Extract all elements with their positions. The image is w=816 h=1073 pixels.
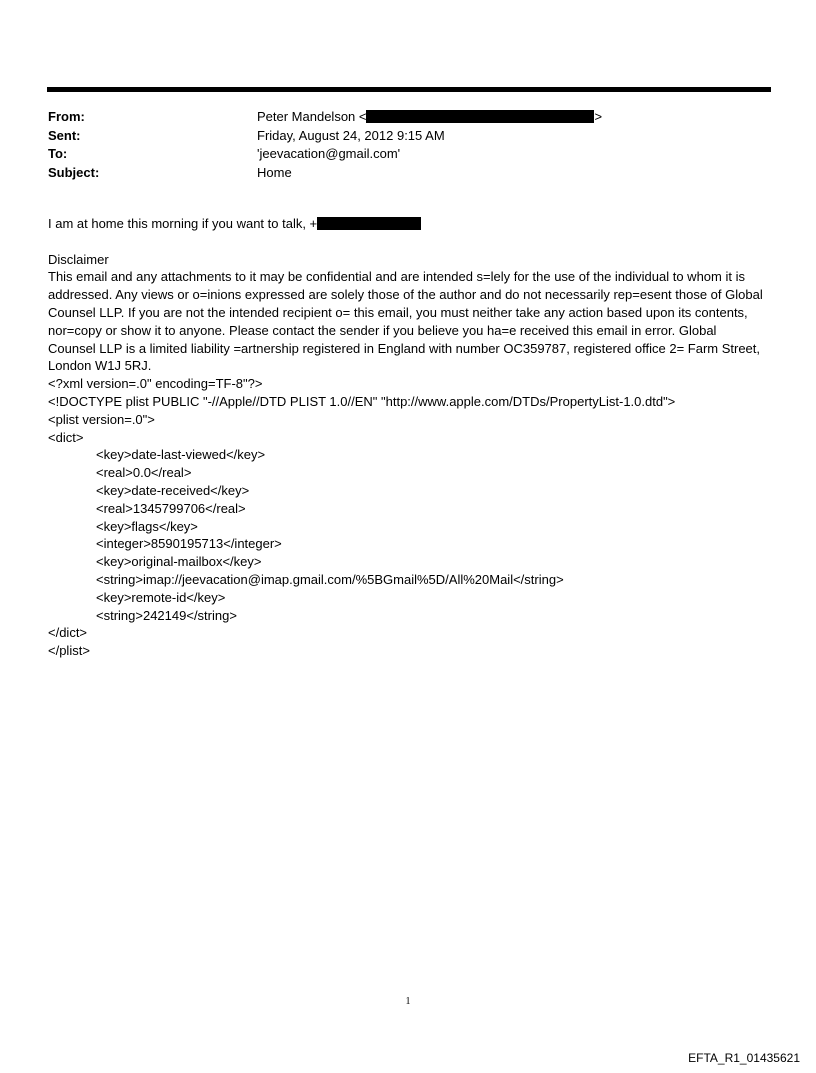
sent-value: Friday, August 24, 2012 9:15 AM <box>257 127 445 143</box>
dict-line: <real>1345799706</real> <box>96 500 246 516</box>
disclaimer-title: Disclaimer <box>48 251 109 267</box>
sent-row <box>48 127 768 146</box>
redaction-bar <box>317 217 421 230</box>
message-line <box>48 215 768 233</box>
from-name: Peter Mandelson < <box>257 109 367 124</box>
dict-open: <dict> <box>48 429 84 445</box>
from-row <box>48 108 768 127</box>
to-label: To: <box>48 146 68 161</box>
message-text: I am at home this morning if you want to talk, + <box>48 216 318 231</box>
document-id: EFTA_R1_01435621 <box>688 1051 800 1065</box>
dict-line: <string>imap://jeevacation@imap.gmail.com/%5BGmail%5D/All%20Mail</string> <box>96 571 564 587</box>
plist-close: </plist> <box>48 643 90 659</box>
from-label: From: <box>48 109 85 124</box>
dict-line: <key>flags</key> <box>96 518 198 534</box>
dict-line: <key>original-mailbox</key> <box>96 554 262 570</box>
email-header <box>48 108 768 182</box>
subject-label: Subject: <box>48 164 100 180</box>
page-number: 1 <box>405 996 411 1007</box>
redaction-bar <box>366 110 594 123</box>
dict-line: <real>0.0</real> <box>96 465 192 481</box>
dict-line: <key>date-last-viewed</key> <box>96 447 266 463</box>
subject-value: Home <box>257 164 292 180</box>
dict-line: <key>date-received</key> <box>96 482 250 498</box>
to-value: 'jeevacation@gmail.com' <box>257 146 401 161</box>
plist-open: <plist version=.0"> <box>48 411 155 427</box>
header-rule <box>47 87 771 92</box>
xml-declaration: <?xml version=.0" encoding=TF-8"?> <box>48 376 263 392</box>
from-close: > <box>594 109 603 124</box>
to-row <box>48 145 768 164</box>
dict-line: <string>242149</string> <box>96 607 237 623</box>
disclaimer-text: This email and any attachments to it may be confidential and are intended s=lely for the use of the individual to whom it is addressed. Any views or o=inions expressed are solely those of the author and do not necessarily rep=esent those of Global Counsel LLP. If you are not the intended recipient o= this email, you must neither take any action based upon its contents, nor=copy or show it to anyone. Please contact the sender if you believe you ha=e received this email in error. Global Counsel LLP is a limited liability =artnership registered in England with number OC359787, registered office 2= Farm Street, London W1J 5RJ. <box>48 269 763 374</box>
subject-row <box>48 164 768 183</box>
dict-line: <integer>8590195713</integer> <box>96 536 282 552</box>
dict-close: </dict> <box>48 625 88 641</box>
doctype-line: <!DOCTYPE plist PUBLIC "-//Apple//DTD PLIST 1.0//EN" "http://www.apple.com/DTDs/PropertyList-1.0.dtd"> <box>48 393 676 409</box>
email-body <box>48 215 768 660</box>
dict-line: <key>remote-id</key> <box>96 589 226 605</box>
from-value <box>257 108 602 127</box>
sent-label: Sent: <box>48 127 81 143</box>
